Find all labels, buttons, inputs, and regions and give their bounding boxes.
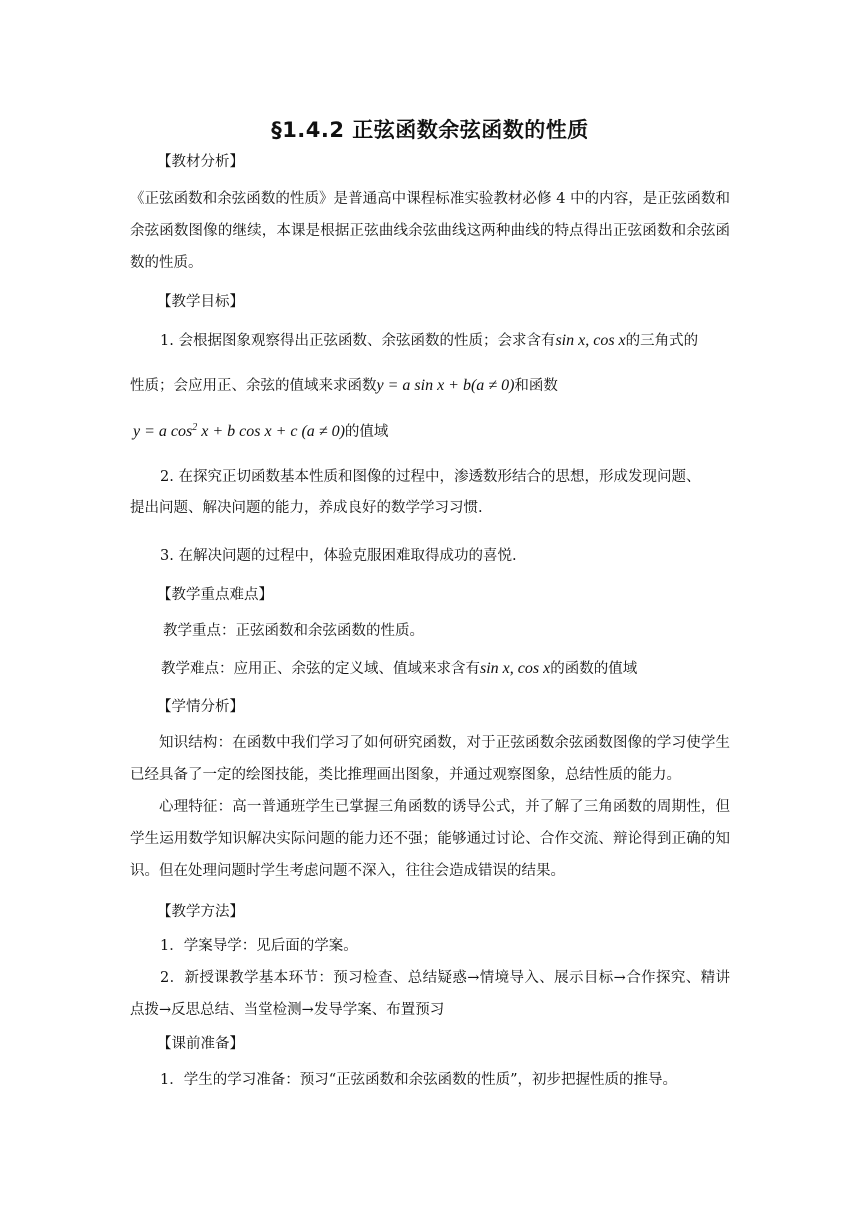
goal-1-line-1 [160, 331, 698, 351]
goal-1-formula-sin-cos: sin x, cos x [555, 332, 626, 349]
paragraph-knowledge-structure: 知识结构：在函数中我们学习了如何研究函数，对于正弦函数余弦函数图像的学习使学生已经具备了一定的绘图技能，类比推理画出图象，并通过观察图象，总结性质的能力。 [130, 735, 730, 783]
goal-1-line-2 [130, 376, 558, 396]
paragraph-textbook-analysis: 《正弦函数和余弦函数的性质》是普通高中课程标准实验教材必修 4 中的内容，是正弦函数和余弦函数图像的继续，本课是根据正弦曲线余弦曲线这两种曲线的特点得出正弦函数和余弦函数的性质。 [130, 191, 730, 271]
goal-2-line-2: 提出问题、解决问题的能力，养成良好的数学学习习惯. [130, 500, 483, 516]
difficulty-text-a: 教学难点：应用正、余弦的定义域、值域来求含有 [161, 661, 480, 677]
formula-exponent: 2 [192, 422, 198, 433]
preparation-1: 1．学生的学习准备：预习“正弦函数和余弦函数的性质”，初步把握性质的推导。 [160, 1072, 678, 1088]
method-2: 2．新授课教学基本环节：预习检查、总结疑惑→情境导入、展示目标→合作探究、精讲点拨→反思总结、当堂检测→发导学案、布置预习 [130, 970, 730, 1018]
difficulty-text-b: 的函数的值域 [550, 661, 638, 677]
teaching-focus: 教学重点：正弦函数和余弦函数的性质。 [163, 623, 424, 639]
method-1: 1．学案导学：见后面的学案。 [160, 938, 358, 954]
goal-1-text-d: 和函数 [514, 378, 558, 394]
goal-1-text-b: 的三角式的 [625, 333, 699, 349]
goal-1-line-3 [133, 422, 388, 442]
goal-1-formula-quadratic [133, 423, 345, 440]
heading-preparation: 【课前准备】 [157, 1036, 244, 1052]
difficulty-formula: sin x, cos x [480, 660, 551, 677]
paragraph-psychology: 心理特征：高一普通班学生已掌握三角函数的诱导公式，并了解了三角函数的周期性，但学生运用数学知识解决实际问题的能力还不强；能够通过讨论、合作交流、辩论得到正确的知识。但在处理问题时学生考虑问题不深入，往往会造成错误的结果。 [130, 799, 730, 879]
goal-1-text-e: 的值域 [344, 424, 389, 440]
goal-3: 3. 在解决问题的过程中，体验克服困难取得成功的喜悦. [160, 548, 517, 564]
heading-student-analysis: 【学情分析】 [157, 699, 244, 715]
goal-1-text-c: 性质；会应用正、余弦的值域来求函数 [130, 378, 377, 394]
page-title: §1.4.2 正弦函数余弦函数的性质 [271, 118, 589, 142]
formula-part-a: y = a cos [133, 423, 193, 440]
heading-key-points: 【教学重点难点】 [157, 587, 273, 603]
formula-part-b: x + b cos x + c (a ≠ 0) [197, 423, 345, 440]
heading-teaching-methods: 【教学方法】 [157, 904, 244, 920]
heading-teaching-goals: 【教学目标】 [157, 294, 244, 310]
goal-1-text-a: 1. 会根据图象观察得出正弦函数、余弦函数的性质；会求含有 [160, 333, 556, 349]
heading-textbook-analysis: 【教材分析】 [157, 154, 244, 170]
goal-1-formula-linear: y = a sin x + b(a ≠ 0) [376, 377, 515, 394]
teaching-difficulty [161, 659, 637, 679]
goal-2-line-1: 2. 在探究正切函数基本性质和图像的过程中，渗透数形结合的思想，形成发现问题、 [160, 469, 701, 485]
